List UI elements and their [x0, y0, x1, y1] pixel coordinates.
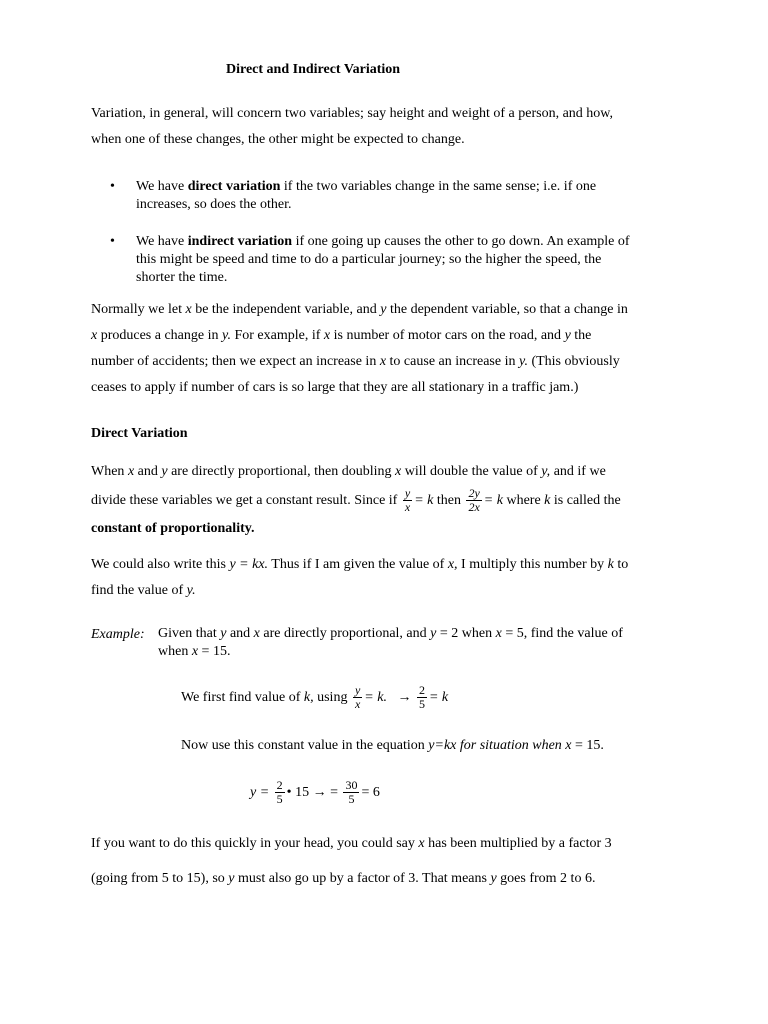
- solution-step-1: We first find value of k, using $\frac{y}{x}$ = k. → $\frac{2}{5}$ = k: [181, 683, 449, 712]
- bullet-list: [110, 178, 680, 306]
- arrow-icon: →: [397, 690, 412, 705]
- direct-variation-paragraph: When x and y are directly proportional, then doubling x will double the value of y, and if we divide these variables we get a constant result. Since if $\frac{y}{x}$ = k then $\frac{2y}{2x}$ = k where k is called the constant of proportionality.: [91, 464, 621, 536]
- list-item: • We have direct variation if the two variables change in the same sense; i.e. if one increases, so does the other.: [110, 179, 597, 212]
- fraction: $\frac{y}{x}$: [354, 683, 361, 712]
- linear-form-paragraph: We could also write this y = kx. Thus if I am given the value of x, I multiply this number by k to find the value of y.: [91, 557, 629, 598]
- example-statement: Given that y and x are directly proportional, and y = 2 when x = 5, find the value of when x = 15.: [158, 626, 623, 659]
- solution-step-3: y = $\frac{2}{5}$ • 15 → = $\frac{30}{5}$ = 6: [250, 778, 380, 807]
- fraction: $\frac{30}{5}$: [345, 778, 358, 807]
- intro-line: when one of these changes, the other might be expected to change.: [91, 132, 465, 147]
- section-heading: Direct Variation: [91, 426, 188, 441]
- example-label: Example:: [91, 627, 145, 642]
- independent-dependent-paragraph: Normally we let x be the independent variable, and y the dependent variable, so that a change in x produces a change in y. For example, if x is number of motor cars on the road, and y the number of accidents; then we expect an increase in x to cause an increase in y. (This obviously ceases to apply if number of cars is so large that they are all stationary in a traffic jam.): [91, 302, 628, 395]
- mental-shortcut-paragraph: If you want to do this quickly in your head, you could say x has been multiplied by a factor 3 (going from 5 to 15), so y must also go up by a factor of 3. That means y goes from 2 to 6.: [91, 836, 612, 886]
- fraction: $\frac{y}{x}$: [404, 486, 411, 515]
- intro-paragraph: [91, 101, 691, 153]
- fraction: $\frac{2}{5}$: [418, 683, 425, 712]
- fraction: $\frac{2}{5}$: [276, 778, 283, 807]
- fraction: $\frac{2y}{2x}$: [468, 486, 480, 515]
- page-title: Direct and Indirect Variation: [226, 62, 401, 77]
- bullet-icon: •: [110, 234, 115, 249]
- intro-line: Variation, in general, will concern two variables; say height and weight of a person, and how,: [91, 106, 613, 121]
- solution-step-2: Now use this constant value in the equation y=kx for situation when x = 15.: [181, 738, 604, 753]
- bullet-icon: •: [110, 179, 115, 194]
- list-item: • We have indirect variation if one going up causes the other to go down. An example of this might be speed and time to do a particular journey; so the higher the speed, the shorter the time.: [110, 234, 630, 285]
